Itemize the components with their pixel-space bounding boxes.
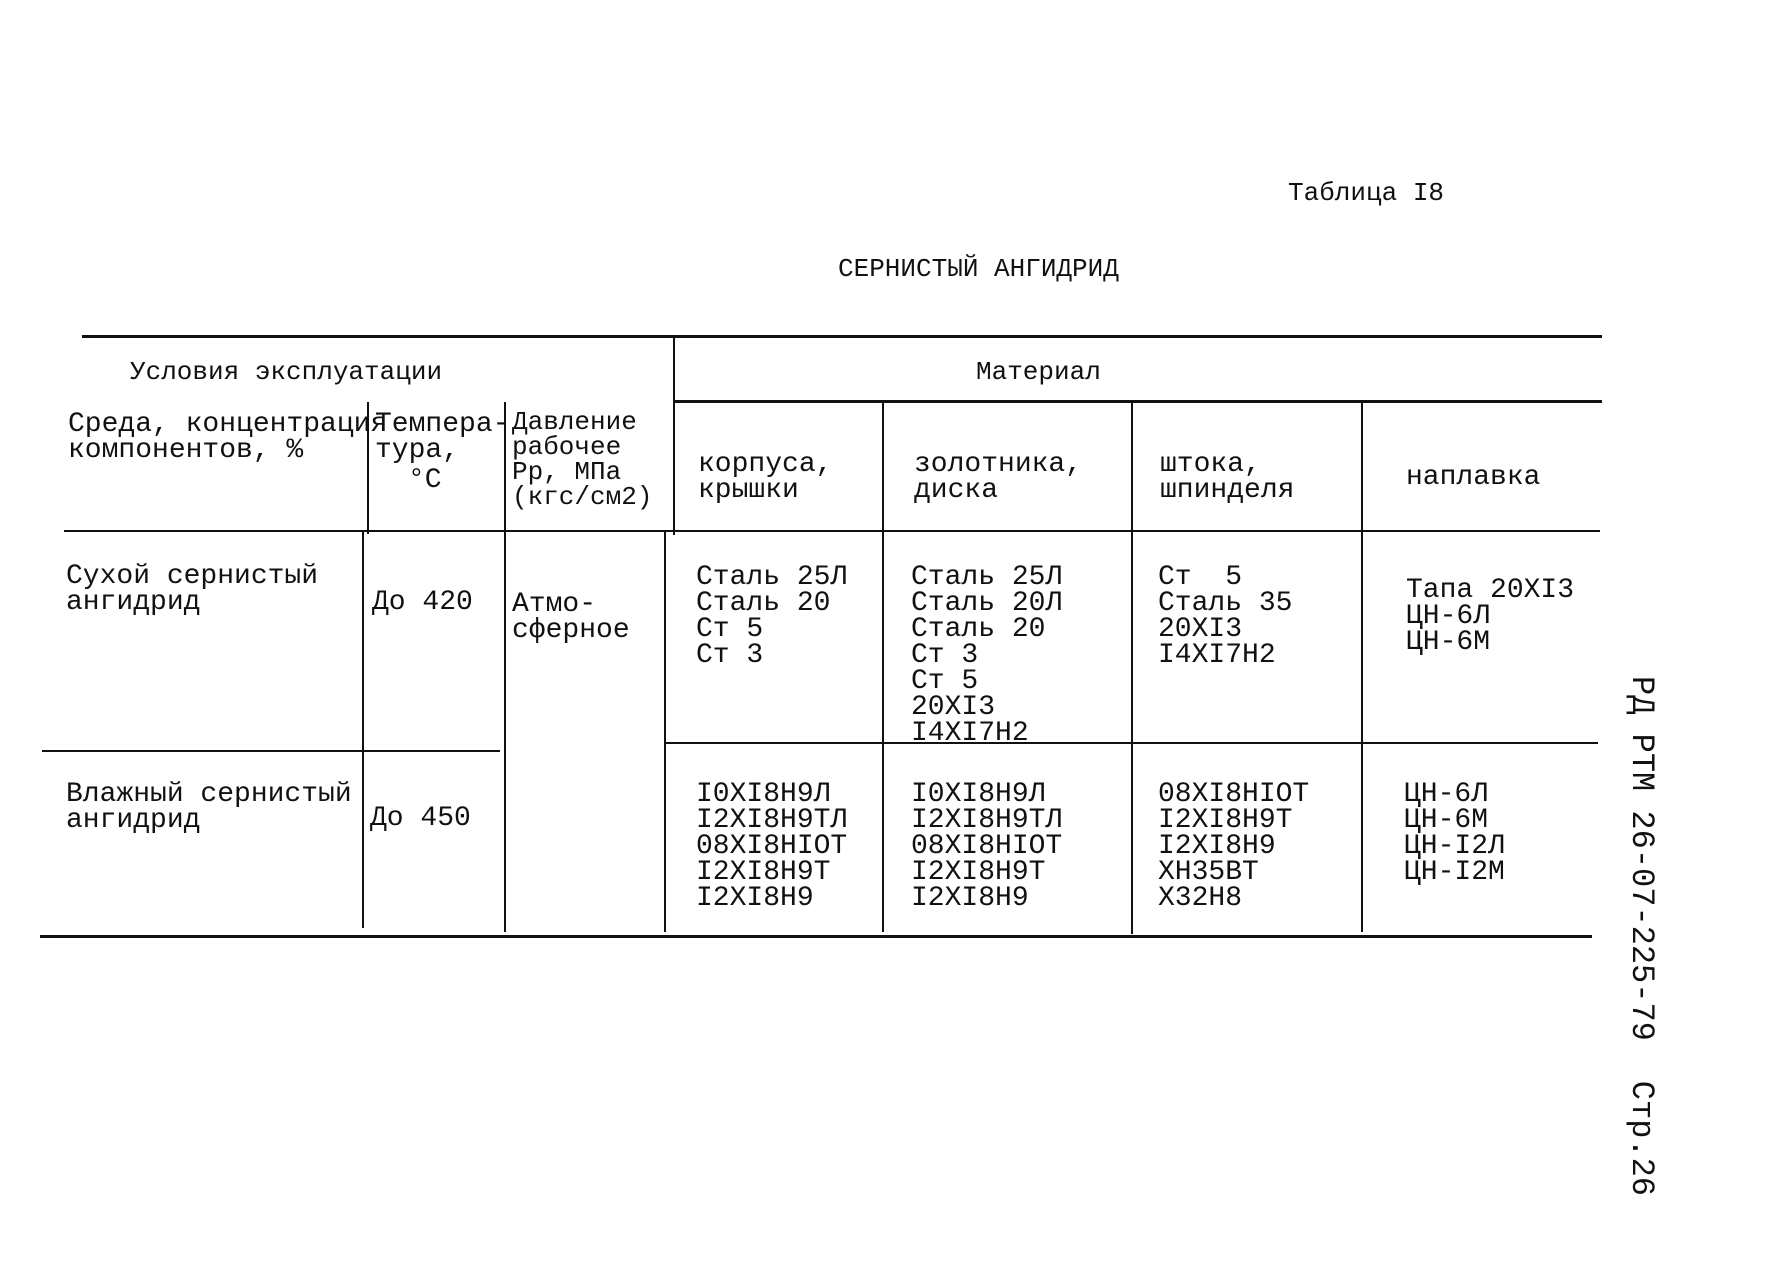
table-number: Таблица I8 bbox=[1288, 178, 1445, 208]
row1-temperature: До 420 bbox=[372, 587, 473, 618]
header-material: Материал bbox=[976, 357, 1101, 387]
row2-stem-materials: 08ХI8НIОТ I2ХI8Н9Т I2ХI8Н9 ХН35ВТ Х32Н8 bbox=[1158, 779, 1310, 914]
col-divider-temp-pressure bbox=[504, 402, 506, 932]
page-number: Стр.26 bbox=[1623, 1080, 1660, 1196]
row-divider-left bbox=[42, 750, 500, 752]
col-header-spool-disc: золотника, диска bbox=[914, 449, 1083, 506]
row1-overlay-materials: Тапа 20ХI3 ЦН-6Л ЦН-6М bbox=[1406, 575, 1575, 658]
col-header-body-cover: корпуса, крышки bbox=[698, 449, 833, 506]
table-bottom-rule bbox=[40, 935, 1592, 938]
col-header-temperature-unit: °C bbox=[408, 465, 442, 496]
row1-body-materials: Сталь 25Л Сталь 20 Ст 5 Ст 3 bbox=[696, 562, 848, 671]
header-conditions: Условия эксплуатации bbox=[130, 357, 443, 387]
document-code: РД РТМ 26-07-225-79 bbox=[1623, 676, 1660, 1041]
col-header-stem-spindle: штока, шпинделя bbox=[1160, 449, 1295, 506]
row2-medium: Влажный сернистый ангидрид bbox=[66, 779, 352, 836]
row2-body-materials: I0ХI8Н9Л I2ХI8Н9ТЛ 08ХI8НIОТ I2ХI8Н9Т I2ХI8Н9 bbox=[696, 779, 848, 914]
col-divider-spool-stem bbox=[1131, 402, 1133, 934]
col-divider-conditions-material-top bbox=[673, 335, 675, 535]
header-bottom-rule bbox=[64, 530, 1600, 532]
row1-pressure: Атмо- сферное bbox=[512, 589, 630, 646]
col-divider-conditions-material bbox=[664, 532, 666, 932]
row1-medium: Сухой сернистый ангидрид bbox=[66, 561, 319, 618]
col-divider-stem-overlay bbox=[1361, 402, 1363, 932]
col-header-temperature: Темпера- тура, bbox=[375, 409, 510, 466]
col-divider-body-spool bbox=[882, 402, 884, 932]
row1-spool-materials: Сталь 25Л Сталь 20Л Сталь 20 Ст 3 Ст 5 20ХI3 I4ХI7Н2 bbox=[911, 562, 1063, 749]
header-rule-material bbox=[674, 400, 1602, 403]
col-header-pressure: Давление рабочее Рр, МПа (кгс/см2) bbox=[512, 407, 653, 512]
row2-temperature: До 450 bbox=[370, 803, 471, 834]
col-header-medium: Среда, концентрация компонентов, % bbox=[68, 409, 388, 466]
col-header-overlay: наплавка bbox=[1406, 462, 1541, 493]
row2-spool-materials: I0ХI8Н9Л I2ХI8Н9ТЛ 08ХI8НIОТ I2ХI8Н9Т I2ХI8Н9 bbox=[911, 779, 1063, 914]
table-title: СЕРНИСТЫЙ АНГИДРИД bbox=[838, 254, 1119, 284]
row1-stem-materials: Ст 5 Сталь 35 20ХI3 I4ХI7Н2 bbox=[1158, 562, 1293, 671]
row2-overlay-materials: ЦН-6Л ЦН-6М ЦН-I2Л ЦН-I2М bbox=[1404, 779, 1505, 888]
side-margin-label bbox=[1620, 676, 1660, 1196]
col-divider-medium-temp-lower bbox=[362, 532, 364, 928]
table-top-rule bbox=[82, 335, 1602, 338]
